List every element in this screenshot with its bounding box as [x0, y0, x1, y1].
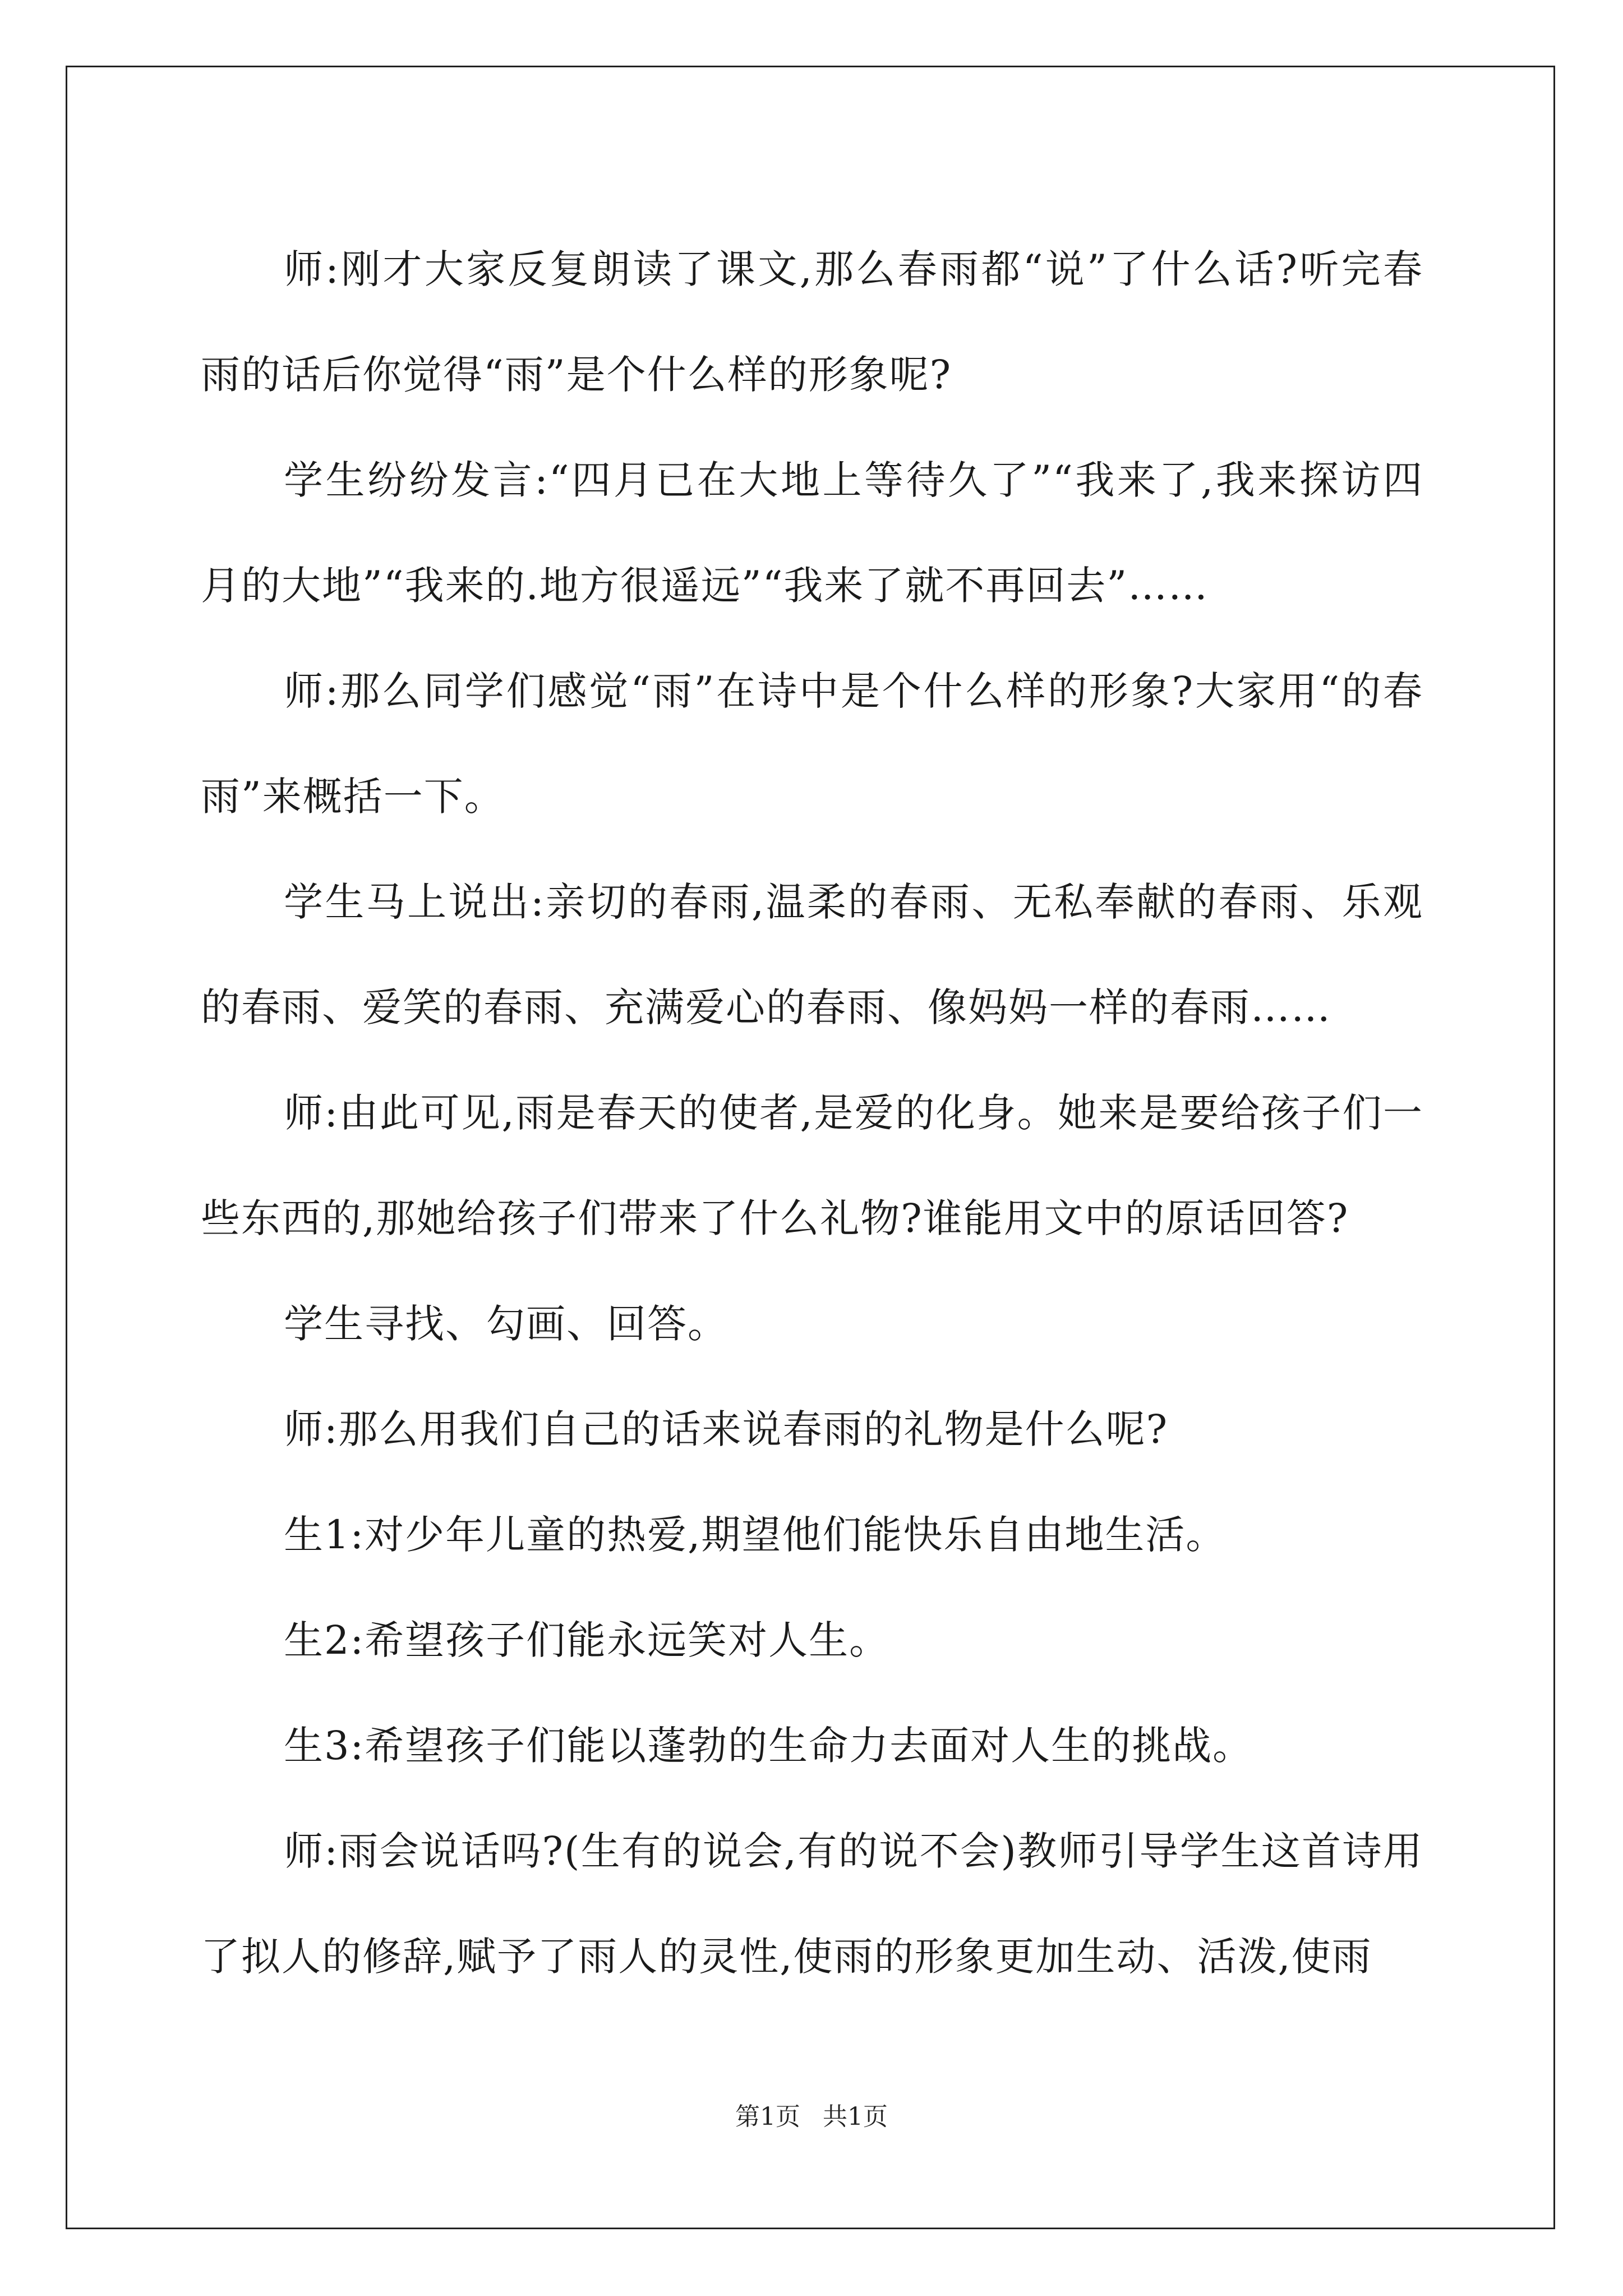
paragraph: 学生纷纷发言:“四月已在大地上等待久了”“我来了,我来探访四月的大地”“我来的.地方很遥远”“我来了就不再回去”……: [201, 457, 1423, 609]
paragraph: 学生马上说出:亲切的春雨,温柔的春雨、无私奉献的春雨、乐观的春雨、爱笑的春雨、充满爱心的春雨、像妈妈一样的春雨……: [201, 879, 1423, 1030]
paragraph: 生1:对少年儿童的热爱,期望他们能快乐自由地生活。: [284, 1512, 1227, 1558]
paragraph: 师:雨会说话吗?(生有的说会,有的说不会)教师引导学生这首诗用了拟人的修辞,赋予了雨人的灵性,使雨的形象更加生动、活泼,使雨: [201, 1828, 1423, 1980]
paragraph: 师:刚才大家反复朗读了课文,那么春雨都“说”了什么话?听完春雨的话后你觉得“雨”是个什么样的形象呢?: [201, 246, 1423, 398]
paragraph: 生3:希望孩子们能以蓬勃的生命力去面对人生的挑战。: [284, 1723, 1253, 1769]
page-number: 第1页: [735, 2102, 800, 2131]
paragraph: 师:那么用我们自己的话来说春雨的礼物是什么呢?: [284, 1406, 1169, 1452]
page-total: 共1页: [823, 2102, 888, 2131]
paragraph: 师:由此可见,雨是春天的使者,是爱的化身。她来是要给孩子们一些东西的,那她给孩子们带来了什么礼物?谁能用文中的原话回答?: [201, 1090, 1423, 1241]
paragraph: 师:那么同学们感觉“雨”在诗中是个什么样的形象?大家用“的春雨”来概括一下。: [201, 668, 1423, 820]
document-body: [201, 217, 1423, 2009]
page-footer: [0, 2100, 1623, 2134]
paragraph: 生2:希望孩子们能永远笑对人生。: [284, 1617, 890, 1663]
paragraph: 学生寻找、勾画、回答。: [284, 1301, 728, 1347]
